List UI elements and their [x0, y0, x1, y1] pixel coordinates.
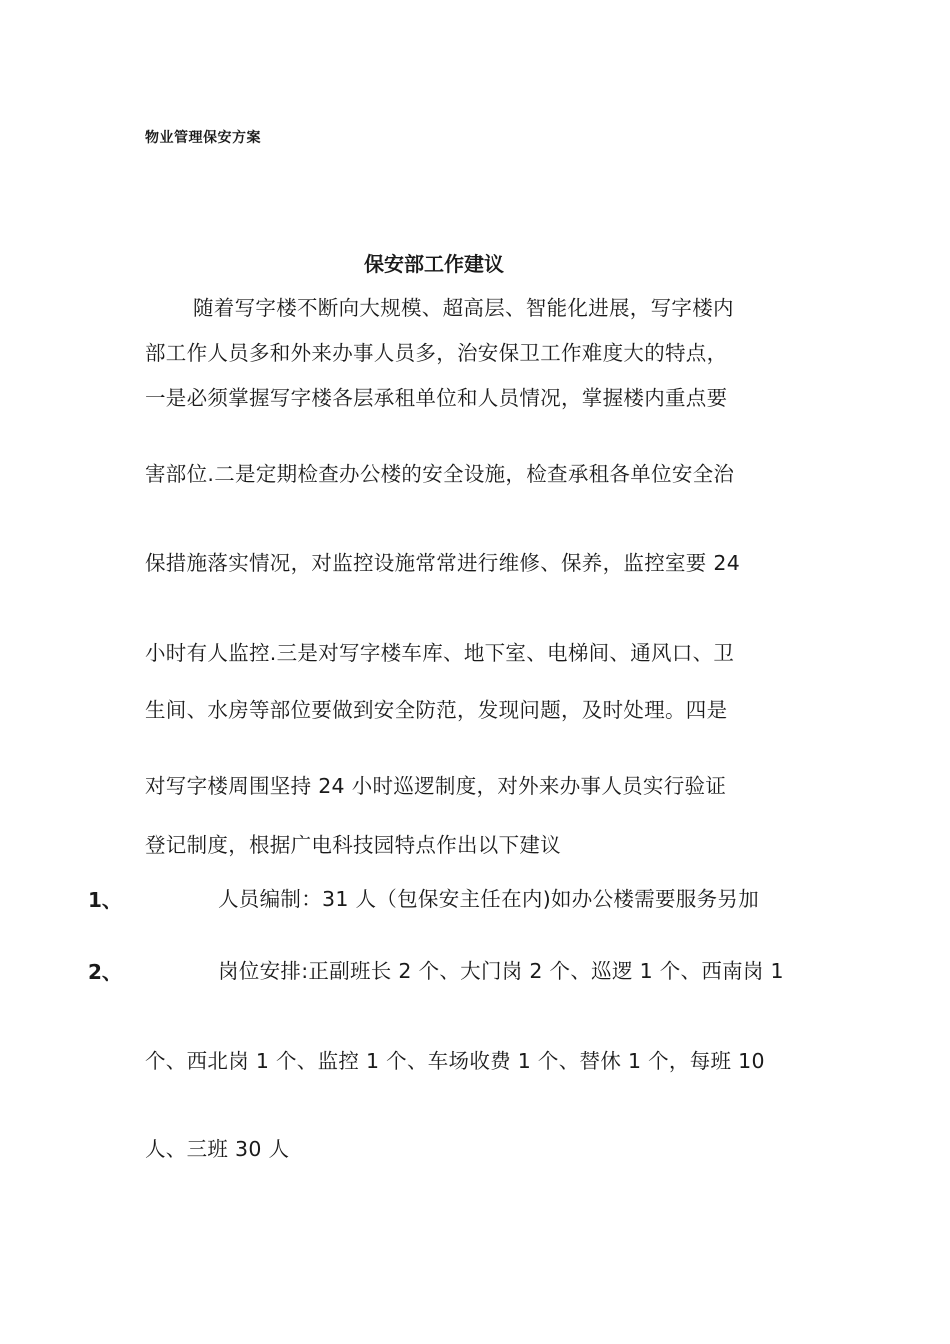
paragraph-line: 对写字楼周围坚持 24 小时巡逻制度，对外来办事人员实行验证 — [145, 774, 727, 798]
paragraph-line: 保措施落实情况，对监控设施常常进行维修、保养，监控室要 24 — [145, 551, 741, 575]
list-continuation-line: 个、西北岗 1 个、监控 1 个、车场收费 1 个、替休 1 个，每班 10 — [145, 1049, 765, 1073]
paragraph-line: 小时有人监控.三是对写字楼车库、地下室、电梯间、通风口、卫 — [145, 641, 735, 665]
document-title: 保安部工作建议 — [364, 252, 504, 276]
paragraph-line: 生间、水房等部位要做到安全防范，发现问题，及时处理。四是 — [145, 698, 728, 722]
list-continuation-line: 人、三班 30 人 — [145, 1137, 290, 1161]
list-item-number: 1、 — [88, 888, 122, 912]
paragraph-line: 一是必须掌握写字楼各层承租单位和人员情况，掌握楼内重点要 — [145, 386, 728, 410]
list-item-number: 2、 — [88, 960, 122, 984]
paragraph-line: 害部位.二是定期检查办公楼的安全设施，检查承租各单位安全治 — [145, 462, 735, 486]
paragraph-line: 登记制度，根据广电科技园特点作出以下建议 — [145, 833, 561, 857]
document-header-note: 物业管理保安方案 — [145, 130, 261, 146]
list-item-text: 人员编制：31 人（包保安主任在内)如办公楼需要服务另加 — [218, 887, 759, 911]
paragraph-line: 部工作人员多和外来办事人员多，治安保卫工作难度大的特点， — [145, 341, 728, 365]
list-item-text: 岗位安排:正副班长 2 个、大门岗 2 个、巡逻 1 个、西南岗 1 — [218, 959, 784, 983]
paragraph-line: 随着写字楼不断向大规模、超高层、智能化进展，写字楼内 — [193, 296, 734, 320]
